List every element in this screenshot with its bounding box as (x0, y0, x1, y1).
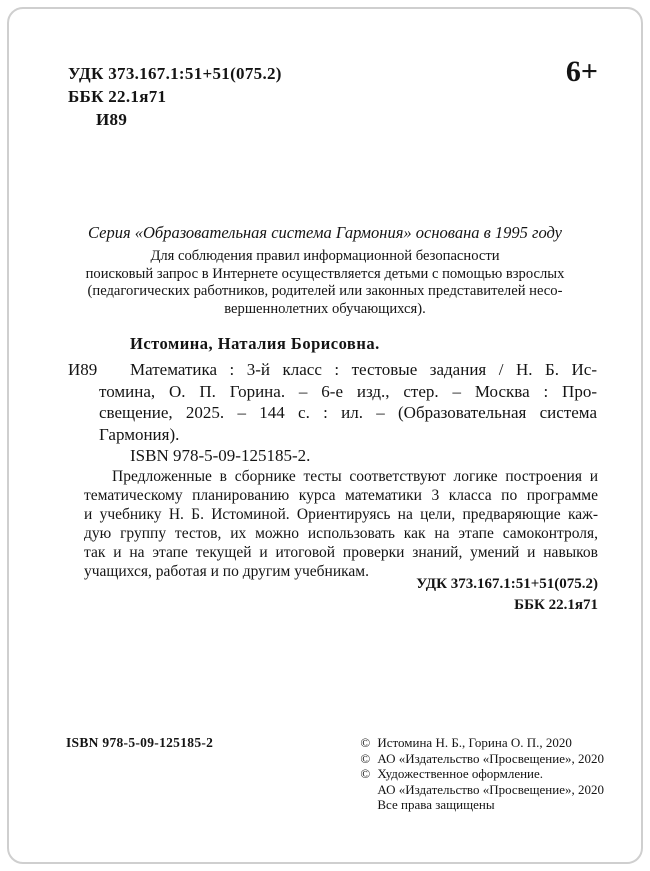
copyright-row (360, 766, 604, 782)
series-note: Серия «Образовательная система Гармония» основана в 1995 году (88, 223, 562, 242)
copyright-text: АО «Издательство «Просвещение», 2020 (377, 781, 604, 797)
bottom-isbn: ISBN 978-5-09-125185-2 (66, 735, 214, 750)
safety-note (26, 248, 624, 318)
udk-line: УДК 373.167.1:51+51(075.2) (68, 64, 282, 83)
catalog-card (68, 359, 597, 467)
catalog-line: Гармония). (99, 424, 180, 444)
copyright-text: Все права защищены (377, 797, 495, 813)
annotation-line: и учебнику Н. Б. Истоминой. Ориентируясь на цели, предваряющие каж- (84, 506, 598, 523)
imprint-footer (66, 735, 604, 813)
copyright-text: Художественное оформление. (377, 766, 544, 782)
bbk-line: ББК 22.1я71 (68, 87, 167, 106)
catalog-line: свещение, 2025. – 144 с. : ил. – (Образовательная система (99, 403, 597, 422)
copyright-mark: © (360, 735, 371, 750)
author-sign-line: И89 (96, 110, 128, 129)
copyright-mark (360, 782, 377, 798)
copyright-mark: © (360, 766, 371, 782)
classification-block (68, 62, 282, 131)
copyright-row (360, 735, 604, 751)
catalog-line: томина, О. П. Горина. – 6-е изд., стер. – Москва : Про- (99, 381, 597, 401)
footer-udk-line: УДК 373.167.1:51+51(075.2) (416, 576, 598, 592)
copyright-row (360, 797, 604, 813)
copyright-list (360, 735, 604, 813)
author-heading: Истомина, Наталия Борисовна. (130, 334, 380, 353)
safety-note-line: поисковый запрос в Интернете осуществляется детьми с помощью взрослых (85, 265, 565, 282)
catalog-author-sign: И89 (68, 360, 98, 379)
copyright-row (360, 782, 604, 798)
catalog-card-text (99, 359, 597, 467)
copyright-text: АО «Издательство «Просвещение», 2020 (377, 750, 604, 766)
annotation-line: так и на этапе текущей и итоговой проверки знаний, умений и навыков (84, 544, 598, 561)
isbn-line: ISBN 978-5-09-125185-2. (130, 446, 311, 465)
annotation-line: дую группу тестов, их можно использовать как на этапе самоконтроля, (84, 525, 598, 542)
annotation-line: тематическому планированию курса математики 3 класса по программе (84, 487, 598, 504)
catalog-line: Математика : 3-й класс : тестовые задания / Н. Б. Ис- (130, 360, 597, 379)
safety-note-line: Для соблюдения правил информационной безопасности (150, 248, 500, 264)
annotation-line: Предложенные в сборнике тесты соответствуют логике построения и (112, 468, 598, 485)
annotation-line: учащихся, работая и по другим учебникам. (84, 563, 369, 580)
safety-note-line: вершеннолетних обучающихся). (224, 300, 426, 317)
footer-bbk-line: ББК 22.1я71 (514, 597, 598, 613)
copyright-text: Истомина Н. Б., Горина О. П., 2020 (377, 735, 572, 750)
safety-note-line: (педагогических работников, родителей или законных представителей несо- (87, 283, 563, 300)
copyright-mark (360, 797, 377, 813)
age-rating-badge: 6+ (565, 55, 598, 88)
annotation (84, 467, 598, 581)
footer-classification (416, 574, 598, 616)
copyright-mark: © (360, 750, 371, 766)
copyright-row (360, 751, 604, 767)
